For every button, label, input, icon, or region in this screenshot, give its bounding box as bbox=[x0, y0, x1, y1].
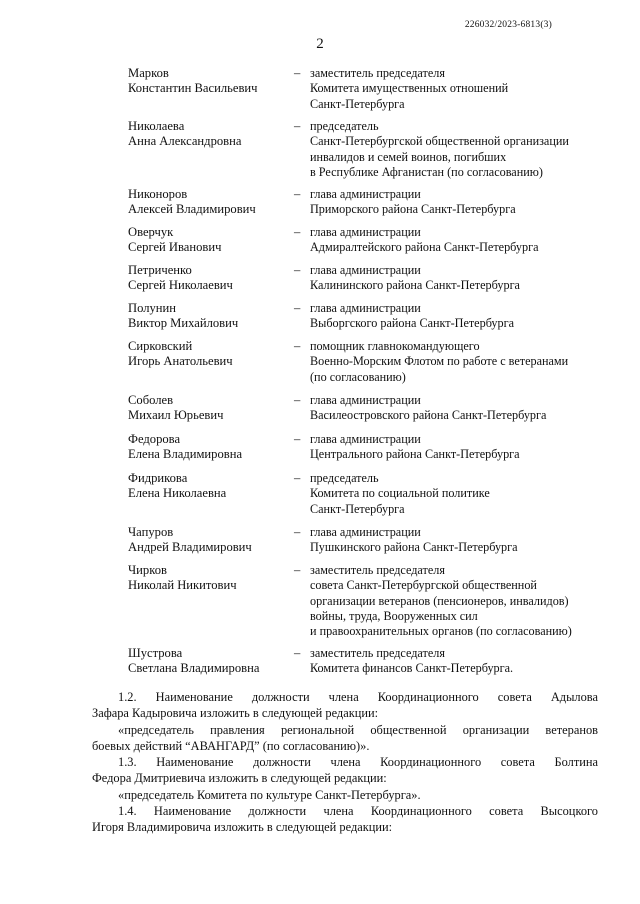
member-surname: Сирковский bbox=[128, 339, 193, 353]
member-role bbox=[310, 339, 588, 385]
member-role bbox=[310, 563, 588, 639]
role-line: глава администрации bbox=[310, 187, 421, 201]
member-role bbox=[310, 66, 588, 112]
role-line: войны, труда, Вооруженных сил bbox=[310, 608, 478, 623]
role-line: глава администрации bbox=[310, 225, 421, 239]
separator-dash: – bbox=[294, 263, 301, 277]
member-role bbox=[310, 432, 588, 463]
member-given-names: Константин Васильевич bbox=[128, 81, 258, 96]
member-surname: Чирков bbox=[128, 563, 167, 577]
role-line: в Республике Афганистан (по согласованию) bbox=[310, 164, 543, 179]
member-role bbox=[310, 646, 588, 677]
member-name bbox=[128, 66, 293, 97]
role-line: глава администрации bbox=[310, 263, 421, 277]
paragraph-1-4-line: Игоря Владимировича изложить в следующей редакции: bbox=[92, 820, 393, 835]
member-given-names: Игорь Анатольевич bbox=[128, 354, 233, 369]
member-name bbox=[128, 263, 293, 294]
role-line: глава администрации bbox=[310, 301, 421, 315]
member-name bbox=[128, 525, 293, 556]
member-role bbox=[310, 225, 588, 256]
role-line: Центрального района Санкт-Петербурга bbox=[310, 447, 520, 462]
paragraph-1-3-quote: «председатель Комитета по культуре Санкт-Петербурга». bbox=[118, 787, 421, 802]
role-line: глава администрации bbox=[310, 432, 421, 446]
member-given-names: Сергей Николаевич bbox=[128, 278, 233, 293]
role-line: заместитель председателя bbox=[310, 563, 445, 577]
member-entry bbox=[128, 225, 588, 263]
separator-dash: – bbox=[294, 432, 301, 446]
member-surname: Чапуров bbox=[128, 525, 174, 539]
member-roster bbox=[128, 66, 588, 684]
member-given-names: Виктор Михайлович bbox=[128, 316, 239, 331]
separator-dash: – bbox=[294, 646, 301, 660]
member-role bbox=[310, 525, 588, 556]
separator-dash: – bbox=[294, 187, 301, 201]
role-line: председатель bbox=[310, 119, 379, 133]
member-entry bbox=[128, 187, 588, 225]
member-name bbox=[128, 119, 293, 150]
member-entry bbox=[128, 471, 588, 525]
member-role bbox=[310, 393, 588, 424]
member-given-names: Елена Николаевна bbox=[128, 486, 227, 501]
member-given-names: Алексей Владимирович bbox=[128, 202, 256, 217]
member-given-names: Светлана Владимировна bbox=[128, 661, 260, 676]
member-entry bbox=[128, 339, 588, 393]
role-line: Санкт-Петербургской общественной организации bbox=[310, 134, 569, 149]
paragraph-1-3-line: Федора Дмитриевича изложить в следующей редакции: bbox=[92, 771, 387, 786]
member-role bbox=[310, 263, 588, 294]
role-line: Адмиралтейского района Санкт-Петербурга bbox=[310, 240, 539, 255]
role-line: Военно-Морским Флотом по работе с ветеранами bbox=[310, 354, 569, 369]
member-surname: Николаева bbox=[128, 119, 185, 133]
document-registration-number: 226032/2023-6813(3) bbox=[464, 20, 552, 30]
role-line: Приморского района Санкт-Петербурга bbox=[310, 202, 516, 217]
member-role bbox=[310, 119, 588, 180]
member-given-names: Анна Александровна bbox=[128, 134, 242, 149]
role-line: совета Санкт-Петербургской общественной bbox=[310, 578, 537, 593]
member-given-names: Сергей Иванович bbox=[128, 240, 222, 255]
member-surname: Соболев bbox=[128, 393, 174, 407]
member-given-names: Михаил Юрьевич bbox=[128, 408, 224, 423]
role-line: Пушкинского района Санкт-Петербурга bbox=[310, 540, 518, 555]
separator-dash: – bbox=[294, 301, 301, 315]
member-name bbox=[128, 393, 293, 424]
member-name bbox=[128, 187, 293, 218]
member-entry bbox=[128, 263, 588, 301]
member-name bbox=[128, 563, 293, 594]
member-entry bbox=[128, 432, 588, 471]
member-surname: Марков bbox=[128, 66, 169, 80]
member-entry bbox=[128, 563, 588, 646]
role-line: Комитета имущественных отношений bbox=[310, 81, 509, 96]
separator-dash: – bbox=[294, 119, 301, 133]
member-entry bbox=[128, 119, 588, 187]
role-line: глава администрации bbox=[310, 525, 421, 539]
separator-dash: – bbox=[294, 563, 301, 577]
role-line: глава администрации bbox=[310, 393, 421, 407]
role-line: организации ветеранов (пенсионеров, инвалидов) bbox=[310, 593, 569, 608]
role-line: председатель bbox=[310, 471, 379, 485]
separator-dash: – bbox=[294, 393, 301, 407]
separator-dash: – bbox=[294, 471, 301, 485]
separator-dash: – bbox=[294, 225, 301, 239]
member-role bbox=[310, 187, 588, 218]
amendment-paragraphs bbox=[92, 689, 598, 836]
separator-dash: – bbox=[294, 66, 301, 80]
member-surname: Фидрикова bbox=[128, 471, 188, 485]
paragraph-1-3-line: 1.3. Наименование должности члена Координационного совета Болтина bbox=[118, 755, 598, 770]
role-line: заместитель председателя bbox=[310, 66, 445, 80]
role-line: Санкт-Петербурга bbox=[310, 501, 405, 516]
member-name bbox=[128, 432, 293, 463]
role-line: Санкт-Петербурга bbox=[310, 96, 405, 111]
member-name bbox=[128, 646, 293, 677]
member-surname: Шустрова bbox=[128, 646, 183, 660]
member-surname: Полунин bbox=[128, 301, 177, 315]
paragraph-1-2-line: Зафара Кадыровича изложить в следующей редакции: bbox=[92, 706, 379, 721]
member-entry bbox=[128, 525, 588, 563]
member-role bbox=[310, 471, 588, 517]
paragraph-1-4-line: 1.4. Наименование должности члена Координационного совета Высоцкого bbox=[118, 804, 598, 819]
member-entry bbox=[128, 301, 588, 339]
member-surname: Оверчук bbox=[128, 225, 174, 239]
paragraph-1-2-quote: «председатель правления региональной общественной организации ветеранов bbox=[118, 722, 598, 737]
member-surname: Никоноров bbox=[128, 187, 188, 201]
role-line: Выборгского района Санкт-Петербурга bbox=[310, 316, 515, 331]
role-line: помощник главнокомандующего bbox=[310, 339, 480, 353]
role-line: Комитета по социальной политике bbox=[310, 486, 490, 501]
member-entry bbox=[128, 393, 588, 432]
separator-dash: – bbox=[294, 525, 301, 539]
role-line: Калининского района Санкт-Петербурга bbox=[310, 278, 520, 293]
member-name bbox=[128, 225, 293, 256]
member-entry bbox=[128, 66, 588, 119]
member-surname: Петриченко bbox=[128, 263, 192, 277]
member-name bbox=[128, 339, 293, 370]
role-line: инвалидов и семей воинов, погибших bbox=[310, 149, 507, 164]
member-name bbox=[128, 301, 293, 332]
paragraph-1-2-quote: боевых действий “АВАНГАРД” (по согласованию)». bbox=[92, 738, 370, 753]
member-entry bbox=[128, 646, 588, 684]
role-line: Комитета финансов Санкт-Петербурга. bbox=[310, 661, 514, 676]
paragraph-1-2-line: 1.2. Наименование должности члена Координационного совета Адылова bbox=[118, 690, 598, 704]
member-given-names: Николай Никитович bbox=[128, 578, 237, 593]
member-role bbox=[310, 301, 588, 332]
role-line: (по согласованию) bbox=[310, 369, 406, 384]
page-number: 2 bbox=[316, 36, 324, 52]
member-name bbox=[128, 471, 293, 502]
member-given-names: Елена Владимировна bbox=[128, 447, 243, 462]
role-line: Василеостровского района Санкт-Петербурга bbox=[310, 408, 547, 423]
role-line: заместитель председателя bbox=[310, 646, 445, 660]
member-surname: Федорова bbox=[128, 432, 181, 446]
separator-dash: – bbox=[294, 339, 301, 353]
member-given-names: Андрей Владимирович bbox=[128, 540, 252, 555]
role-line: и правоохранительных органов (по согласованию) bbox=[310, 624, 572, 639]
